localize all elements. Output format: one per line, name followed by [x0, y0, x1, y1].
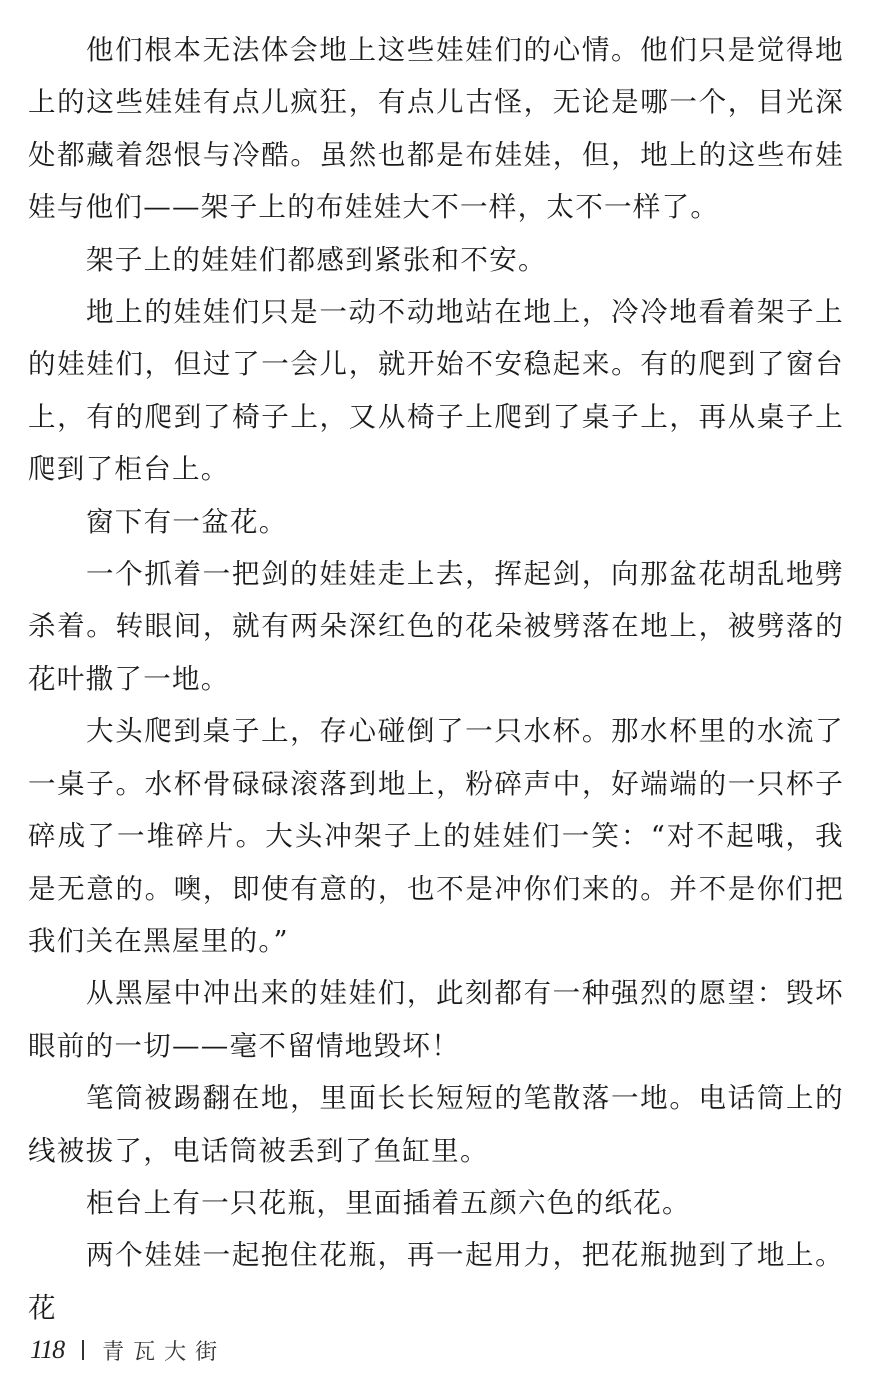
paragraph-10: 两个娃娃一起抱住花瓶，再一起用力，把花瓶抛到了地上。花 — [28, 1239, 844, 1324]
paragraph-4: 窗下有一盆花。 — [86, 505, 288, 538]
page-footer — [30, 1330, 226, 1370]
paragraph-9: 柜台上有一只花瓶，里面插着五颜六色的纸花。 — [86, 1186, 691, 1219]
book-title: 青瓦大街 — [102, 1339, 227, 1365]
paragraph-2: 架子上的娃娃们都感到紧张和不安。 — [86, 243, 547, 276]
paragraph-1: 他们根本无法体会地上这些娃娃们的心情。他们只是觉得地上的这些娃娃有点儿疯狂，有点儿古怪，无论是哪一个，目光深处都藏着怨恨与冷酷。虽然也都是布娃娃，但，地上的这些布娃娃与他们——架子上的布娃娃大不一样，太不一样了。 — [28, 34, 844, 224]
paragraph-3: 地上的娃娃们只是一动不动地站在地上，冷冷地看着架子上的娃娃们，但过了一会儿，就开始不安稳起来。有的爬到了窗台上，有的爬到了椅子上，又从椅子上爬到了桌子上，再从桌子上爬到了柜台上。 — [28, 296, 844, 486]
paragraph-5: 一个抓着一把剑的娃娃走上去，挥起剑，向那盆花胡乱地劈杀着。转眼间，就有两朵深红色的花朵被劈落在地上，被劈落的花叶撒了一地。 — [28, 558, 844, 695]
page-number: 118 — [30, 1335, 65, 1364]
paragraph-8: 笔筒被踢翻在地，里面长长短短的笔散落一地。电话筒上的线被拔了，电话筒被丢到了鱼缸里。 — [28, 1082, 844, 1167]
footer-divider — [82, 1340, 84, 1360]
paragraph-6: 大头爬到桌子上，存心碰倒了一只水杯。那水杯里的水流了一桌子。水杯骨碌碌滚落到地上，粉碎声中，好端端的一只杯子碎成了一堆碎片。大头冲架子上的娃娃们一笑：“对不起哦，我是无意的。噢，即使有意的，也不是冲你们来的。并不是你们把我们关在黑屋里的。” — [28, 715, 844, 957]
paragraph-7: 从黑屋中冲出来的娃娃们，此刻都有一种强烈的愿望：毁坏眼前的一切——毫不留情地毁坏！ — [28, 977, 844, 1062]
page-body — [28, 24, 844, 1334]
